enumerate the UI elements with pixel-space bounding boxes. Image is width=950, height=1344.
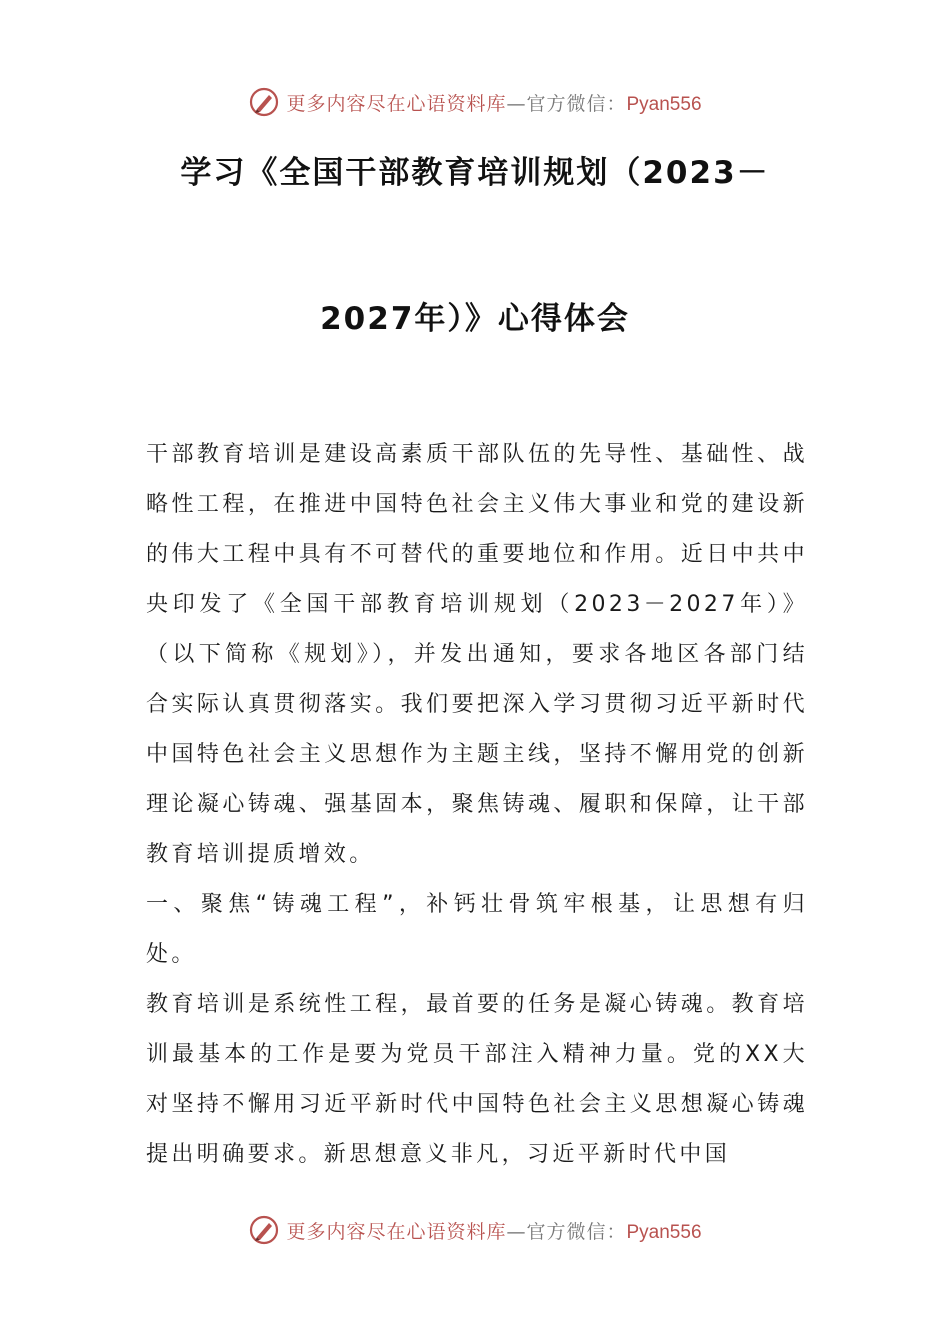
- body-paragraph-intro: 干部教育培训是建设高素质干部队伍的先导性、基础性、战略性工程，在推进中国特色社会主义伟大事业和党的建设新的伟大工程中具有不可替代的重要地位和作用。近日中共中央印发了《全国干部教育培训规划（2023－2027年）》（以下简称《规划》），并发出通知，要求各地区各部门结合实际认真贯彻落实。我们要把深入学习贯彻习近平新时代中国特色社会主义思想作为主题主线，坚持不懈用党的创新理论凝心铸魂、强基固本，聚焦铸魂、履职和保障，让干部教育培训提质增效。: [146, 442, 808, 867]
- watermark-main: 更多内容尽在心语资料库: [286, 1220, 507, 1243]
- body-heading-section-1: 一、聚焦“铸魂工程”，补钙壮骨筑牢根基，让思想有归处。: [146, 892, 808, 967]
- watermark-wechat-label: 官方微信：: [526, 1220, 627, 1243]
- watermark-text: [286, 89, 701, 116]
- pen-logo-icon: [248, 1214, 280, 1246]
- footer-watermark: [0, 1210, 950, 1250]
- watermark-text: [286, 1217, 701, 1244]
- header-watermark: [0, 82, 950, 122]
- watermark-wechat-id: Pyan556: [626, 93, 702, 115]
- watermark-separator: —: [506, 1220, 527, 1243]
- document-title-line-2: 2027年）》心得体会: [320, 301, 630, 337]
- pen-logo-icon: [248, 86, 280, 118]
- watermark-wechat-label: 官方微信：: [526, 92, 627, 115]
- watermark-main: 更多内容尽在心语资料库: [286, 92, 507, 115]
- watermark-wechat-id: Pyan556: [626, 1221, 702, 1243]
- body-paragraph-section-1: 教育培训是系统性工程，最首要的任务是凝心铸魂。教育培训最基本的工作是要为党员干部注入精神力量。党的XX大对坚持不懈用习近平新时代中国特色社会主义思想凝心铸魂提出明确要求。新思想意义非凡，习近平新时代中国: [146, 992, 808, 1167]
- document-body: [146, 430, 808, 1180]
- watermark-separator: —: [506, 92, 527, 115]
- document-title-line-1: 学习《全国干部教育培训规划（2023－: [180, 155, 770, 191]
